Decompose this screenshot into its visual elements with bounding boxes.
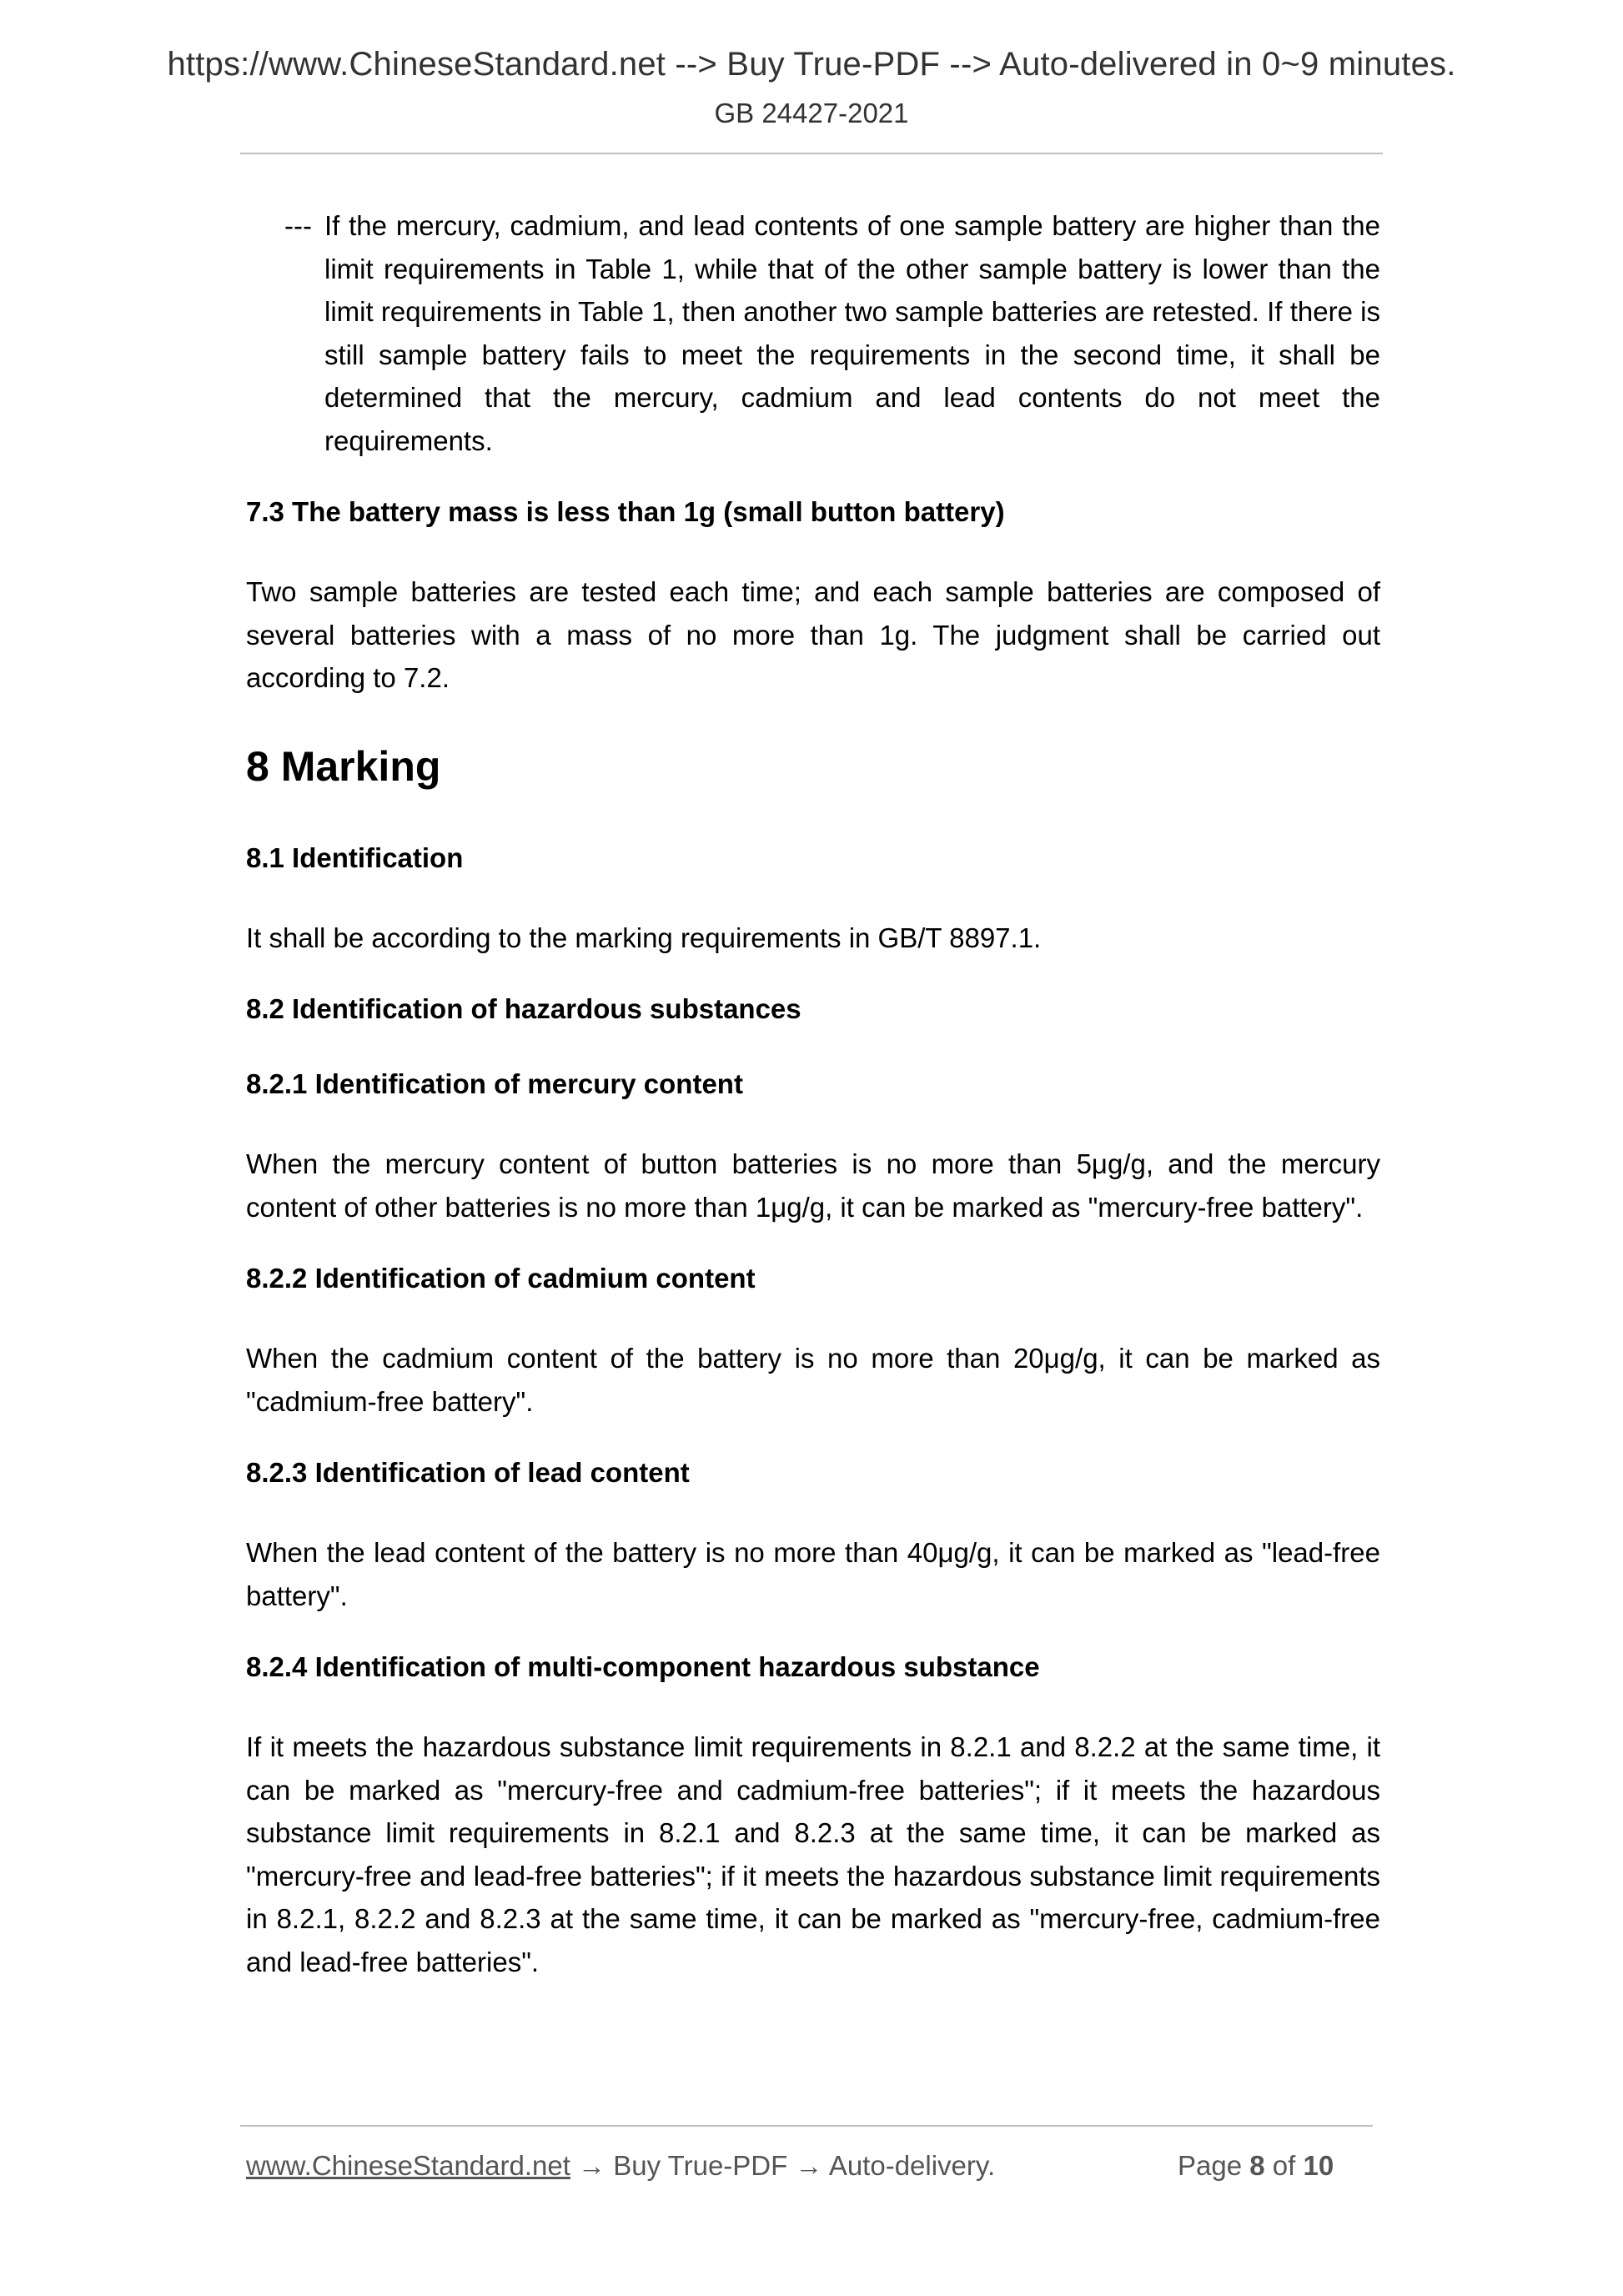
page-indicator: [1178, 2150, 1334, 2182]
header-divider: [240, 153, 1383, 154]
footer-divider: [240, 2125, 1373, 2127]
section-8-2-2-heading: 8.2.2 Identification of cadmium content: [246, 1263, 756, 1294]
section-7-3-heading: 7.3 The battery mass is less than 1g (small button battery): [246, 496, 1005, 527]
section-8-2-2-text: When the cadmium content of the battery is no more than 20μg/g, it can be marked as "cadmium-free battery".: [246, 1343, 1380, 1417]
section-8-2-4-text: If it meets the hazardous substance limit requirements in 8.2.1 and 8.2.2 at the same time, it can be marked as "mercury-free and cadmium-free batteries"; if it meets the hazardous substance limit requirements in 8.2.1 and 8.2.3 at the same time, it can be marked as "mercury-free and lead-free batteries"; if it meets the hazardous substance limit requirements in 8.2.1, 8.2.2 and 8.2.3 at the same time, it can be marked as "mercury-free, cadmium-free and lead-free batteries".: [246, 1731, 1380, 1977]
page-content: [246, 204, 1380, 2017]
page-total: 10: [1303, 2150, 1334, 2181]
bullet-text: If the mercury, cadmium, and lead contents of one sample battery are higher than the limit requirements in Table 1, while that of the other sample battery is lower than the limit requirements in Table 1, then another two sample batteries are retested. If there is still sample battery fails to meet the requirements in the second time, it shall be determined that the mercury, cadmium and lead contents do not meet the requirements.: [324, 210, 1380, 456]
of-label: of: [1272, 2150, 1296, 2181]
section-8-2-3-heading: 8.2.3 Identification of lead content: [246, 1457, 690, 1488]
section-7-3-text: Two sample batteries are tested each time; and each sample batteries are composed of several batteries with a mass of no more than 1g. The judgment shall be carried out according to 7.2.: [246, 576, 1380, 693]
footer-website-link[interactable]: www.ChineseStandard.net: [246, 2150, 570, 2181]
list-item: [246, 204, 1380, 462]
section-8-heading: 8 Marking: [246, 742, 441, 790]
document-code: GB 24427-2021: [714, 98, 909, 128]
section-8-2-4-heading: 8.2.4 Identification of multi-component hazardous substance: [246, 1651, 1040, 1682]
section-8-1-text: It shall be according to the marking requirements in GB/T 8897.1.: [246, 922, 1042, 953]
section-8-2-heading: 8.2 Identification of hazardous substances: [246, 993, 801, 1024]
section-8-1-heading: 8.1 Identification: [246, 842, 464, 873]
footer-left: [246, 2150, 995, 2182]
bullet-dash: ---: [284, 210, 312, 241]
header-url-line: https://www.ChineseStandard.net --> Buy True-PDF --> Auto-delivered in 0~9 minutes.: [167, 46, 1456, 83]
section-8-2-1-heading: 8.2.1 Identification of mercury content: [246, 1068, 743, 1099]
footer-link-suffix: → Buy True-PDF → Auto-delivery.: [570, 2150, 996, 2181]
page-number: 8: [1249, 2150, 1265, 2181]
page-label: Page: [1178, 2150, 1243, 2181]
section-8-2-3-text: When the lead content of the battery is no more than 40μg/g, it can be marked as "lead-free battery".: [246, 1537, 1380, 1611]
section-8-2-1-text: When the mercury content of button batteries is no more than 5μg/g, and the mercury content of other batteries is no more than 1μg/g, it can be marked as "mercury-free battery".: [246, 1148, 1380, 1223]
